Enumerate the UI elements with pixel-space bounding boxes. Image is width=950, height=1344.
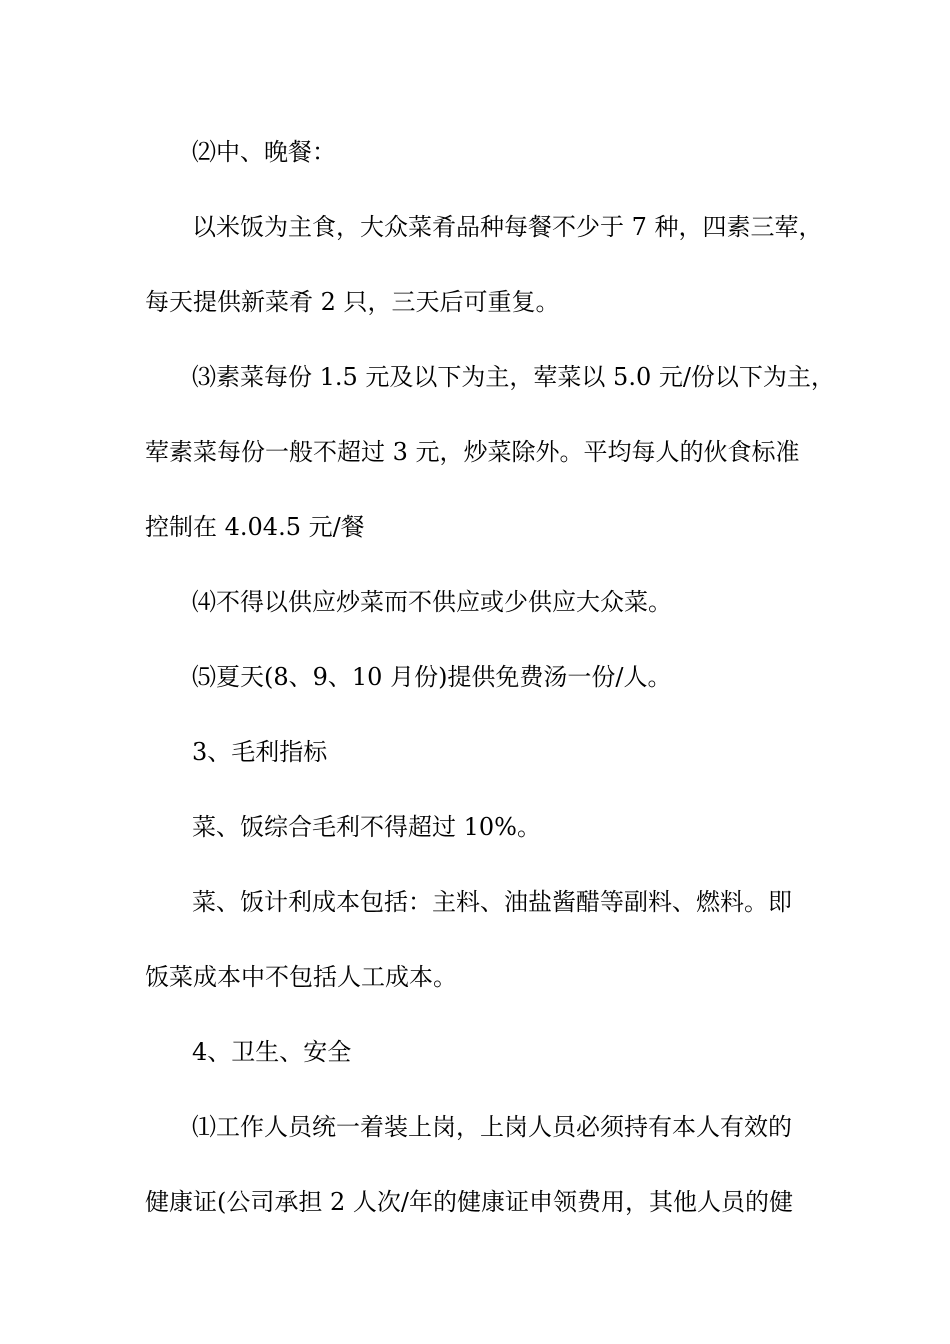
section-heading-hygiene-safety: 4、卫生、安全 [192, 1038, 352, 1066]
heading-lunch-dinner: ⑵中、晚餐： [192, 138, 336, 166]
paragraph-line: 控制在 4.04.5 元/餐 [145, 513, 365, 541]
paragraph-line: 菜、饭综合毛利不得超过 10%。 [192, 813, 541, 841]
paragraph-line: 每天提供新菜肴 2 只，三天后可重复。 [145, 288, 560, 316]
paragraph-line: 荤素菜每份一般不超过 3 元，炒菜除外。平均每人的伙食标准 [145, 438, 800, 466]
paragraph-line: 菜、饭计利成本包括：主料、油盐酱醋等副料、燃料。即 [192, 888, 792, 916]
paragraph-line: 饭菜成本中不包括人工成本。 [145, 963, 457, 991]
paragraph-line: ⑴工作人员统一着装上岗，上岗人员必须持有本人有效的 [192, 1113, 792, 1141]
paragraph-line: 以米饭为主食，大众菜肴品种每餐不少于 7 种，四素三荤， [192, 213, 823, 241]
paragraph-line: ⑶素菜每份 1.5 元及以下为主，荤菜以 5.0 元/份以下为主， [192, 363, 835, 391]
section-heading-gross-margin: 3、毛利指标 [192, 738, 328, 766]
paragraph-line: 健康证(公司承担 2 人次/年的健康证申领费用，其他人员的健 [145, 1188, 793, 1216]
paragraph-line: ⑷不得以供应炒菜而不供应或少供应大众菜。 [192, 588, 672, 616]
paragraph-line: ⑸夏天(8、9、10 月份)提供免费汤一份/人。 [192, 663, 672, 691]
